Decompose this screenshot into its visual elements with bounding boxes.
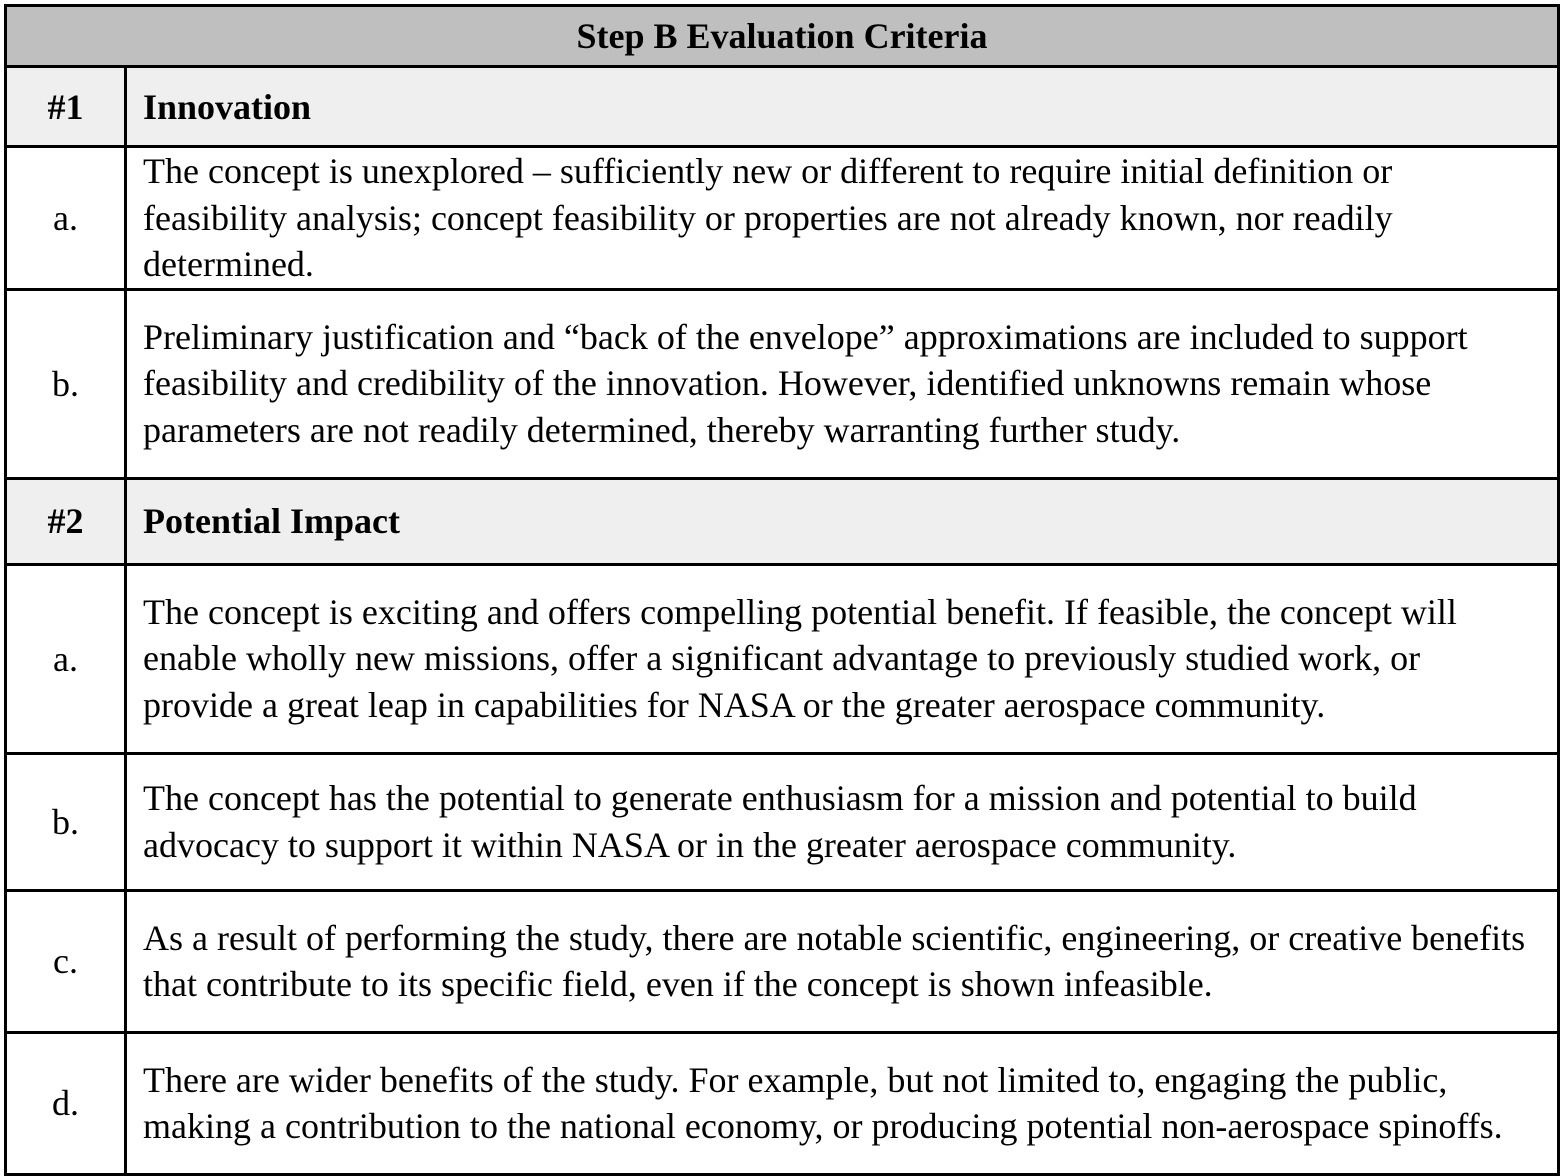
table-title: Step B Evaluation Criteria xyxy=(6,6,1559,67)
table-row xyxy=(6,1032,1559,1174)
item-label: d. xyxy=(6,1032,126,1174)
item-text: The concept is exciting and offers compelling potential benefit. If feasible, the concept will enable wholly new missions, offer a significant advantage to previously studied work, or provide a great leap in capabilities for NASA or the greater aerospace community. xyxy=(126,564,1559,753)
section-number: #1 xyxy=(6,67,126,147)
section-title: Innovation xyxy=(126,67,1559,147)
section-header-potential-impact xyxy=(6,478,1559,564)
item-label: b. xyxy=(6,753,126,890)
item-label: c. xyxy=(6,890,126,1032)
item-label: a. xyxy=(6,564,126,753)
item-text: As a result of performing the study, there are notable scientific, engineering, or creative benefits that contribute to its specific field, even if the concept is shown infeasible. xyxy=(126,890,1559,1032)
item-text: Preliminary justification and “back of the envelope” approximations are included to support feasibility and credibility of the innovation. However, identified unknowns remain whose parameters are not readily determined, thereby warranting further study. xyxy=(126,289,1559,478)
table-row xyxy=(6,564,1559,753)
section-header-innovation xyxy=(6,67,1559,147)
item-text: The concept is unexplored – sufficiently new or different to require initial definition or feasibility analysis; concept feasibility or properties are not already known, nor readily determined. xyxy=(126,147,1559,290)
item-label: a. xyxy=(6,147,126,290)
item-text: The concept has the potential to generate enthusiasm for a mission and potential to build advocacy to support it within NASA or in the greater aerospace community. xyxy=(126,753,1559,890)
table-row xyxy=(6,753,1559,890)
table-row xyxy=(6,289,1559,478)
section-title: Potential Impact xyxy=(126,478,1559,564)
table-title-row xyxy=(6,6,1559,67)
item-text: There are wider benefits of the study. For example, but not limited to, engaging the public, making a contribution to the national economy, or producing potential non-aerospace spinoffs. xyxy=(126,1032,1559,1174)
table-row xyxy=(6,890,1559,1032)
item-label: b. xyxy=(6,289,126,478)
table-row xyxy=(6,147,1559,290)
section-number: #2 xyxy=(6,478,126,564)
evaluation-criteria-table xyxy=(4,4,1560,1176)
